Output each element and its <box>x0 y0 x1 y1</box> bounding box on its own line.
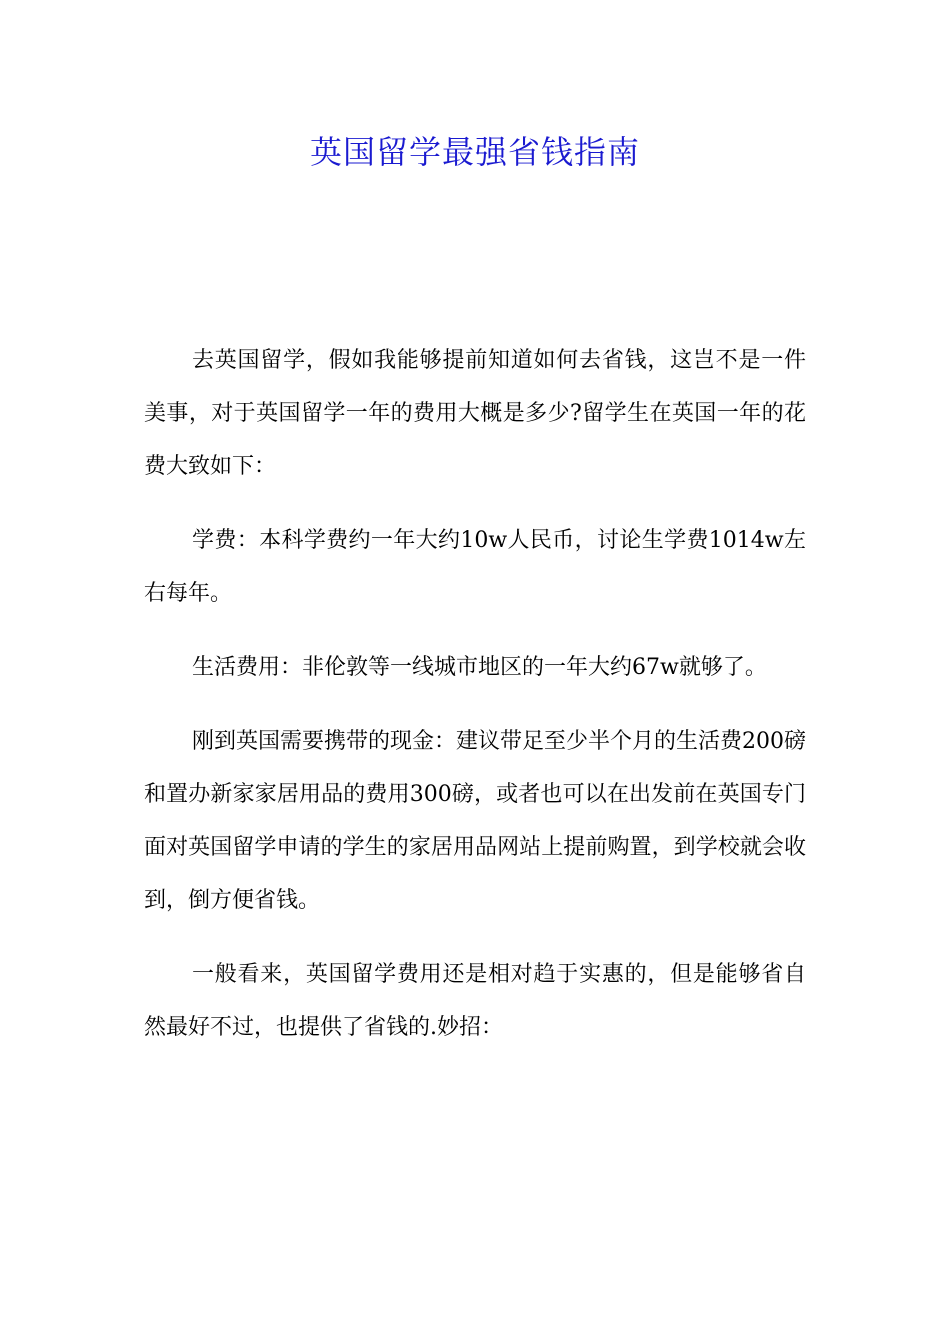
paragraph-tuition: 学费：本科学费约一年大约10w人民币，讨论生学费1014w左右每年。 <box>144 528 806 606</box>
paragraph-cash: 刚到英国需要携带的现金：建议带足至少半个月的生活费200磅和置办新家家居用品的费用300磅，或者也可以在出发前在英国专门面对英国留学申请的学生的家居用品网站上提前购置，到学校就会收到，倒方便省钱。 <box>144 729 806 913</box>
document-title: 英国留学最强省钱指南 <box>309 133 640 171</box>
paragraph-summary: 一般看来，英国留学费用还是相对趋于实惠的，但是能够省自然最好不过，也提供了省钱的.妙招： <box>144 962 806 1040</box>
paragraph-living-costs: 生活费用：非伦敦等一线城市地区的一年大约67w就够了。 <box>192 655 767 680</box>
document-body <box>144 334 806 1075</box>
paragraph-intro: 去英国留学，假如我能够提前知道如何去省钱，这岂不是一件美事，对于英国留学一年的费用大概是多少?留学生在英国一年的花费大致如下： <box>144 348 806 479</box>
